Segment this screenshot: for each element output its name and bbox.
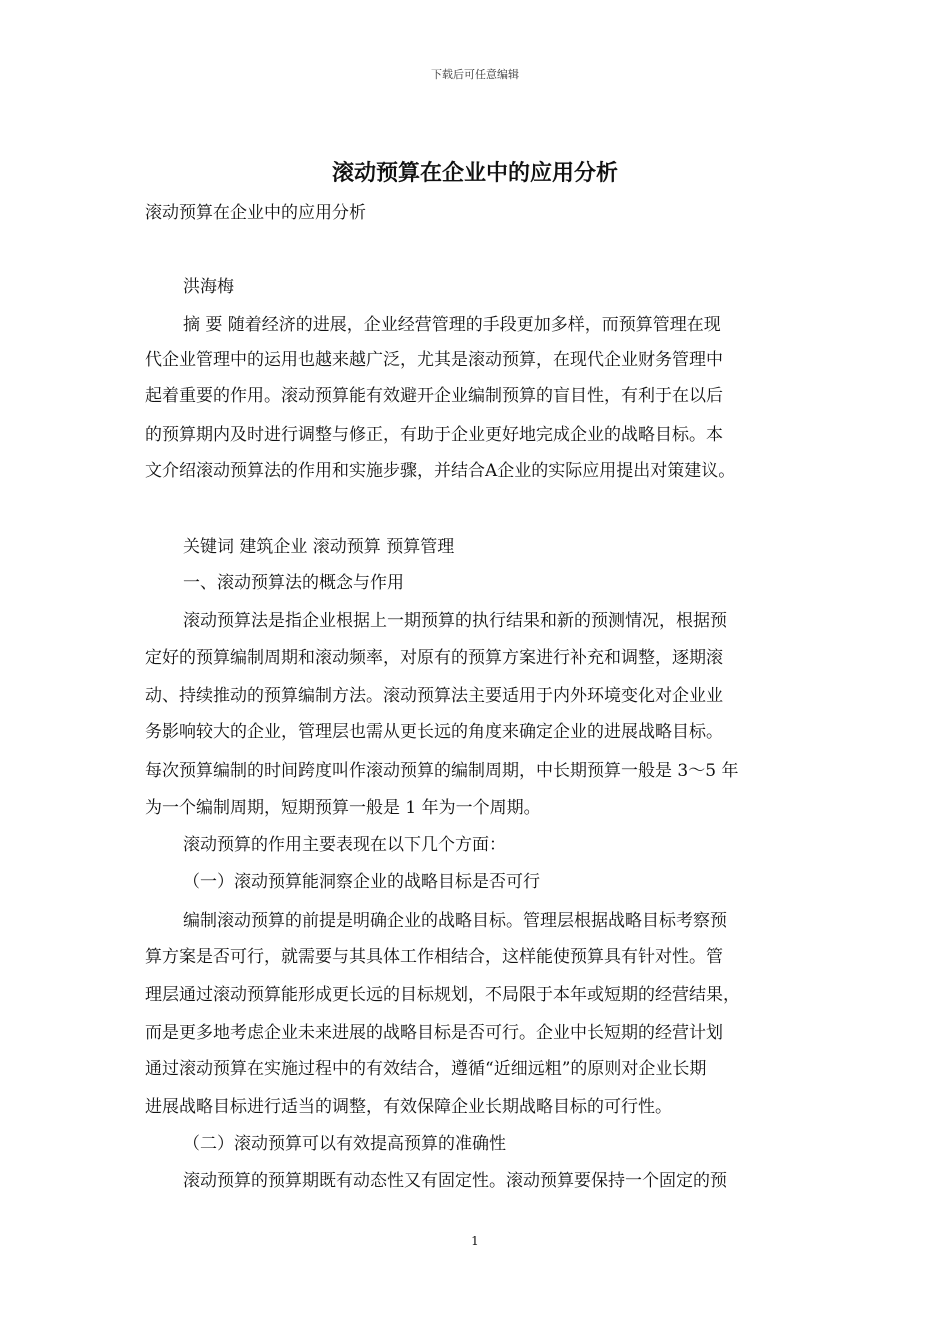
paragraph-line: 理层通过滚动预算能形成更长远的目标规划，不局限于本年或短期的经营结果， bbox=[145, 985, 740, 1005]
paragraph-line: 文介绍滚动预算法的作用和实施步骤，并结合A企业的实际应用提出对策建议。 bbox=[145, 461, 736, 481]
page-number: 1 bbox=[471, 1234, 479, 1248]
paragraph-line: 洪海梅 bbox=[183, 277, 234, 297]
paragraph-line: （一）滚动预算能洞察企业的战略目标是否可行 bbox=[183, 872, 540, 892]
paragraph-line: 滚动预算的作用主要表现在以下几个方面： bbox=[183, 835, 506, 855]
paragraph-line: 定好的预算编制周期和滚动频率，对原有的预算方案进行补充和调整，逐期滚 bbox=[145, 648, 723, 668]
paragraph-line: 滚动预算的预算期既有动态性又有固定性。滚动预算要保持一个固定的预 bbox=[183, 1171, 727, 1191]
paragraph-line: 进展战略目标进行适当的调整，有效保障企业长期战略目标的可行性。 bbox=[145, 1097, 672, 1117]
paragraph-line: 摘 要 随着经济的进展，企业经营管理的手段更加多样，而预算管理在现 bbox=[183, 315, 721, 335]
paragraph-line: 务影响较大的企业，管理层也需从更长远的角度来确定企业的进展战略目标。 bbox=[145, 722, 723, 742]
paragraph-line: 起着重要的作用。滚动预算能有效避开企业编制预算的盲目性，有利于在以后 bbox=[145, 386, 723, 406]
paragraph-line: （二）滚动预算可以有效提高预算的准确性 bbox=[183, 1134, 506, 1154]
document-title: 滚动预算在企业中的应用分析 bbox=[331, 161, 618, 186]
paragraph-line: 通过滚动预算在实施过程中的有效结合，遵循“近细远粗”的原则对企业长期 bbox=[145, 1059, 707, 1079]
paragraph-line: 每次预算编制的时间跨度叫作滚动预算的编制周期，中长期预算一般是 3～5 年 bbox=[145, 761, 739, 781]
paragraph-line: 算方案是否可行，就需要与其具体工作相结合，这样能使预算具有针对性。管 bbox=[145, 947, 723, 967]
paragraph-line: 为一个编制周期，短期预算一般是 1 年为一个周期。 bbox=[145, 798, 541, 818]
paragraph-line: 编制滚动预算的前提是明确企业的战略目标。管理层根据战略目标考察预 bbox=[183, 911, 727, 931]
paragraph-line: 代企业管理中的运用也越来越广泛，尤其是滚动预算，在现代企业财务管理中 bbox=[145, 350, 723, 370]
paragraph-line: 关键词 建筑企业 滚动预算 预算管理 bbox=[183, 537, 455, 557]
paragraph-line: 滚动预算在企业中的应用分析 bbox=[145, 203, 366, 223]
paragraph-line: 动、持续推动的预算编制方法。滚动预算法主要适用于内外环境变化对企业业 bbox=[145, 686, 723, 706]
paragraph-line: 而是更多地考虑企业未来进展的战略目标是否可行。企业中长短期的经营计划 bbox=[145, 1023, 723, 1043]
paragraph-line: 滚动预算法是指企业根据上一期预算的执行结果和新的预测情况，根据预 bbox=[183, 611, 727, 631]
paragraph-line: 的预算期内及时进行调整与修正，有助于企业更好地完成企业的战略目标。本 bbox=[145, 425, 723, 445]
paragraph-line: 一、滚动预算法的概念与作用 bbox=[183, 573, 404, 593]
page-header: 下载后可任意编辑 bbox=[431, 68, 519, 81]
